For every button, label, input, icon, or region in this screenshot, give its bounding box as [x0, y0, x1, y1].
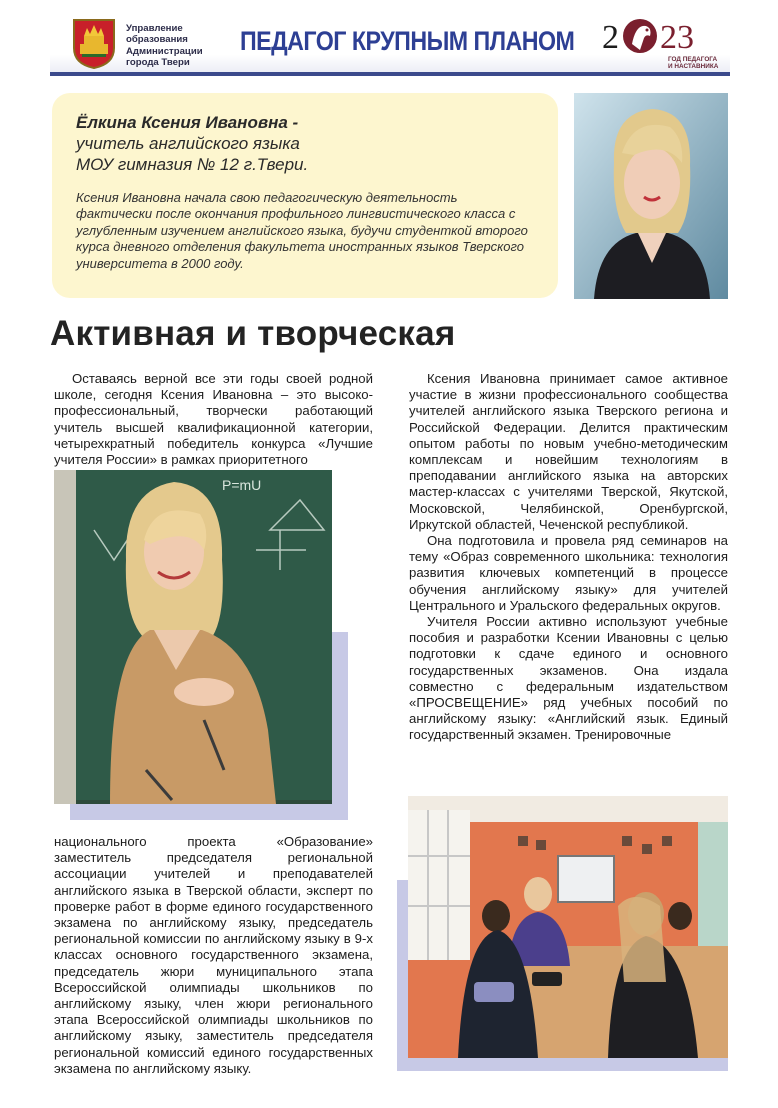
chalkboard-formula: P=mU: [222, 477, 262, 493]
paragraph: Оставаясь верной все эти годы своей родной школе, сегодня Ксения Ивановна – это высокопрофессиональный, творчески работающий учитель высшей квалификационной категории, четырехкратный победитель конкурса «Лучшие учителя России» в рамках приоритетного: [54, 371, 373, 468]
svg-text:2: 2: [602, 19, 619, 56]
article-right-column: [409, 371, 728, 744]
article-headline: Активная и творческая: [50, 314, 456, 353]
year-caption: ГОД ПЕДАГОГА И НАСТАВНИКА: [668, 56, 719, 71]
paragraph: Учителя России активно используют учебные пособия и разработки Ксении Ивановны с целью подготовки к сдаче единого и основного государственных экзаменов. Она издала совместно с федеральным издательством «ПРОСВЕЩЕНИЕ» ряд учебных пособий по английскому языку: «Английский язык. Единый государственный экзамен. Тренировочные: [409, 614, 728, 743]
paragraph: Ксения Ивановна принимает самое активное участие в жизни профессионального сообщества учителей английского языка Тверского региона и Российской Федерации. Делится практическим опытом работы по новым учебно-методическим комплексам и новейшим технологиям в преподавании английского языка на авторских мастер-классах с учителями Тверской, Якутской, Московской, Челябинской, Оренбургской, Иркутской областей, Чеченской республикой.: [409, 371, 728, 532]
paragraph: Она подготовила и провела ряд семинаров на тему «Образ современного школьника: технология развития ключевых компетенций в процессе обучения английскому языку» для учителей Центрального и Уральского федеральных округов.: [409, 533, 728, 613]
article-left-column-bottom: [54, 834, 373, 1077]
teacher-bio: Ксения Ивановна начала свою педагогическую деятельность фактически после окончания профильного лингвистического класса с углубленным изучением английского языка, будучи студенткой второго курса дневного отделения факультета иностранных языков Тверского университета в 2000 году.: [76, 190, 528, 271]
article-left-column-top: [54, 371, 373, 468]
teacher-portrait-photo: [574, 93, 728, 299]
teacher-name: Ёлкина Ксения Ивановна -: [76, 113, 299, 132]
administration-label: Управление образования Администрации города Твери: [126, 23, 203, 69]
rubric-title: ПЕДАГОГ КРУПНЫМ ПЛАНОМ: [240, 26, 575, 56]
classroom-photo: [408, 796, 728, 1058]
tver-coat-of-arms-icon: [70, 16, 118, 70]
teacher-at-chalkboard-photo: [54, 470, 332, 804]
paragraph: национального проекта «Образование» заместитель председателя региональной ассоциации учителей и преподавателей английского языка в Тверской области, эксперт по проверке работ в форме единого государственного экзамена по английскому языку, председатель региональной комиссии по английскому языку в 9-х классах основного государственного экзамена, председатель жюри муниципального этапа Всероссийской олимпиады школьников по английскому языку, член жюри регионального этапа Всероссийской олимпиады школьников по английскому языку, заместитель председателя региональной комиссий единого государственных экзамена по английскому языку.: [54, 834, 373, 1076]
teacher-role: учитель английского языка МОУ гимназия № 12 г.Твери.: [76, 134, 309, 174]
svg-text:23: 23: [660, 19, 694, 56]
